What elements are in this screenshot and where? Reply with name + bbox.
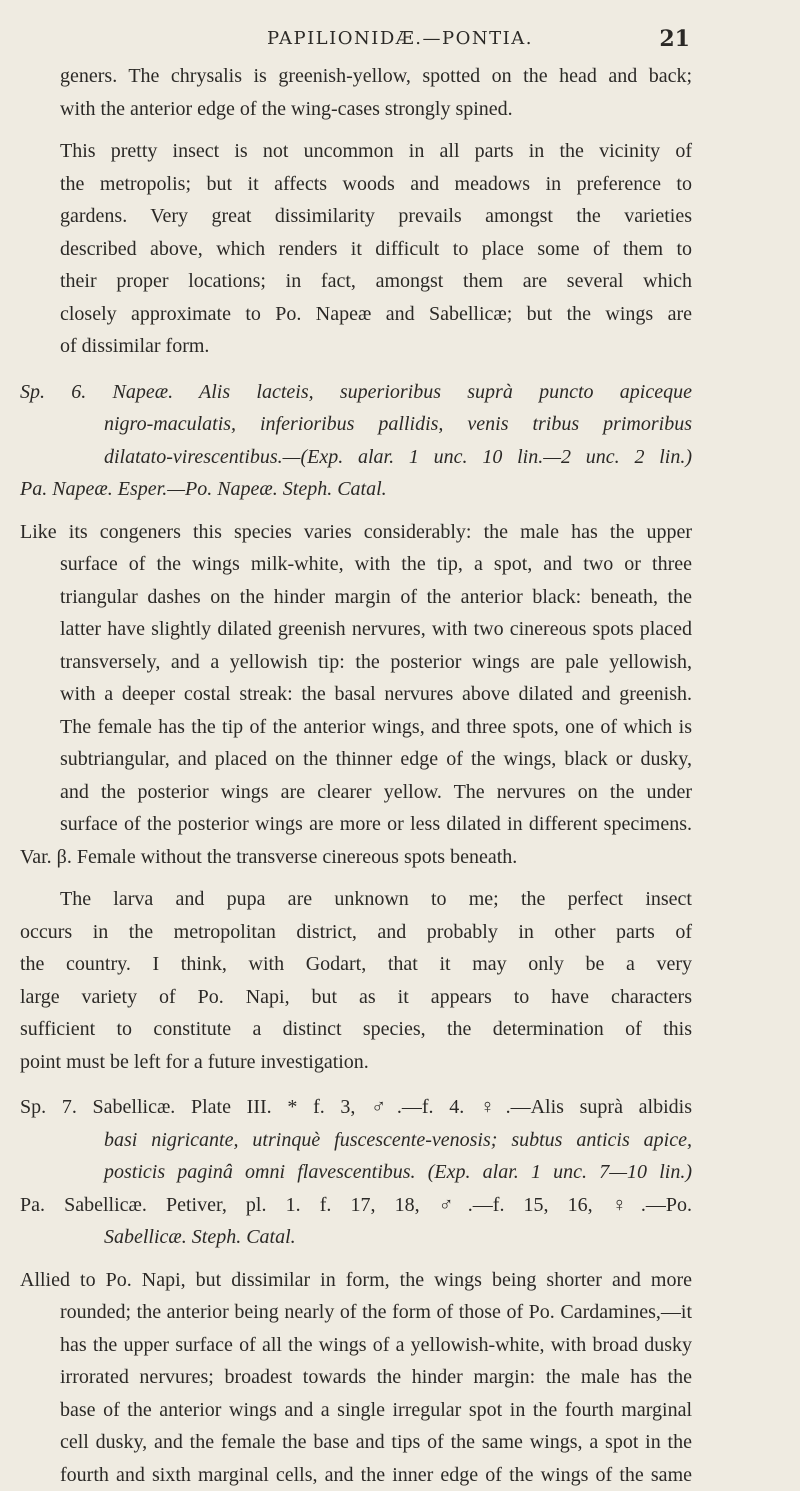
paragraph-chrysalis bbox=[0, 60, 800, 125]
text-line: described above, which renders it difficult to place some of them to bbox=[0, 233, 800, 266]
species-7-heading bbox=[0, 1091, 800, 1254]
text-line: Like its congeners this species varies considerably: the male has the upper bbox=[0, 516, 800, 549]
text-line: of dissimilar form. bbox=[0, 330, 800, 363]
text-line: transversely, and a yellowish tip: the posterior wings are pale yellowish, bbox=[0, 646, 800, 679]
text-line: the country. I think, with Godart, that it may only be a very bbox=[0, 948, 800, 981]
text-line: basi nigricante, utrinquè fuscescente-venosis; subtus anticis apice, bbox=[0, 1124, 800, 1157]
text-line: large variety of Po. Napi, but as it appears to have characters bbox=[0, 981, 800, 1014]
text-line: has the upper surface of all the wings of a yellowish-white, with broad dusky bbox=[0, 1329, 800, 1362]
text-line: the metropolis; but it affects woods and meadows in preference to bbox=[0, 168, 800, 201]
text-line: with a deeper costal streak: the basal nervures above dilated and greenish. bbox=[0, 678, 800, 711]
text-line: gardens. Very great dissimilarity prevails amongst the varieties bbox=[0, 200, 800, 233]
text-line: Sp. 7. Sabellicæ. Plate III. * f. 3, ♂.—f. 4. ♀.—Alis suprà albidis bbox=[0, 1091, 800, 1124]
text-line: triangular dashes on the hinder margin of the anterior black: beneath, the bbox=[0, 581, 800, 614]
text-line: Sp. 6. Napeæ. Alis lacteis, superioribus suprà puncto apiceque bbox=[0, 376, 800, 409]
text-line: dilatato-virescentibus.—(Exp. alar. 1 unc. 10 lin.—2 unc. 2 lin.) bbox=[0, 441, 800, 474]
text-line: surface of the wings milk-white, with the tip, a spot, and two or three bbox=[0, 548, 800, 581]
paragraph-habitat-napi bbox=[0, 135, 800, 363]
paragraph-larva-pupa bbox=[0, 883, 800, 1078]
page-number: 21 bbox=[659, 26, 690, 52]
text-line: Pa. Napeæ. Esper.—Po. Napeæ. Steph. Catal. bbox=[0, 473, 800, 506]
page-header bbox=[0, 14, 800, 54]
text-line: point must be left for a future investigation. bbox=[0, 1046, 800, 1079]
text-line: Var. β. Female without the transverse cinereous spots beneath. bbox=[0, 841, 800, 874]
text-line: base of the anterior wings and a single irregular spot in the fourth marginal bbox=[0, 1394, 800, 1427]
text-line: with the anterior edge of the wing-cases strongly spined. bbox=[0, 93, 800, 126]
text-line: nigro-maculatis, inferioribus pallidis, venis tribus primoribus bbox=[0, 408, 800, 441]
text-line: Allied to Po. Napi, but dissimilar in form, the wings being shorter and more bbox=[0, 1264, 800, 1297]
text-line: The female has the tip of the anterior wings, and three spots, one of which is bbox=[0, 711, 800, 744]
text-line: their proper locations; in fact, amongst them are several which bbox=[0, 265, 800, 298]
text-line: sufficient to constitute a distinct species, the determination of this bbox=[0, 1013, 800, 1046]
text-line: rounded; the anterior being nearly of the form of those of Po. Cardamines,—it bbox=[0, 1296, 800, 1329]
text-line: Sabellicæ. Steph. Catal. bbox=[0, 1221, 800, 1254]
text-line: and the posterior wings are clearer yellow. The nervures on the under bbox=[0, 776, 800, 809]
text-line: fourth and sixth marginal cells, and the inner edge of the wings of the same bbox=[0, 1459, 800, 1491]
text-line: posticis paginâ omni flavescentibus. (Exp. alar. 1 unc. 7—10 lin.) bbox=[0, 1156, 800, 1189]
body-text bbox=[0, 60, 800, 1491]
text-line: latter have slightly dilated greenish nervures, with two cinereous spots placed bbox=[0, 613, 800, 646]
species-7-description bbox=[0, 1264, 800, 1491]
text-line: cell dusky, and the female the base and tips of the same wings, a spot in the bbox=[0, 1426, 800, 1459]
text-line: occurs in the metropolitan district, and probably in other parts of bbox=[0, 916, 800, 949]
text-line: The larva and pupa are unknown to me; the perfect insect bbox=[0, 883, 800, 916]
text-line: subtriangular, and placed on the thinner edge of the wings, black or dusky, bbox=[0, 743, 800, 776]
text-line: This pretty insect is not uncommon in all parts in the vicinity of bbox=[0, 135, 800, 168]
text-line: surface of the posterior wings are more or less dilated in different specimens. bbox=[0, 808, 800, 841]
text-line: closely approximate to Po. Napeæ and Sabellicæ; but the wings are bbox=[0, 298, 800, 331]
text-line: Pa. Sabellicæ. Petiver, pl. 1. f. 17, 18, ♂.—f. 15, 16, ♀.—Po. bbox=[0, 1189, 800, 1222]
text-line: irrorated nervures; broadest towards the hinder margin: the male has the bbox=[0, 1361, 800, 1394]
text-line: geners. The chrysalis is greenish-yellow, spotted on the head and back; bbox=[0, 60, 800, 93]
species-6-heading bbox=[0, 376, 800, 506]
running-head: PAPILIONIDÆ.—PONTIA. bbox=[0, 28, 800, 49]
species-6-description bbox=[0, 516, 800, 874]
